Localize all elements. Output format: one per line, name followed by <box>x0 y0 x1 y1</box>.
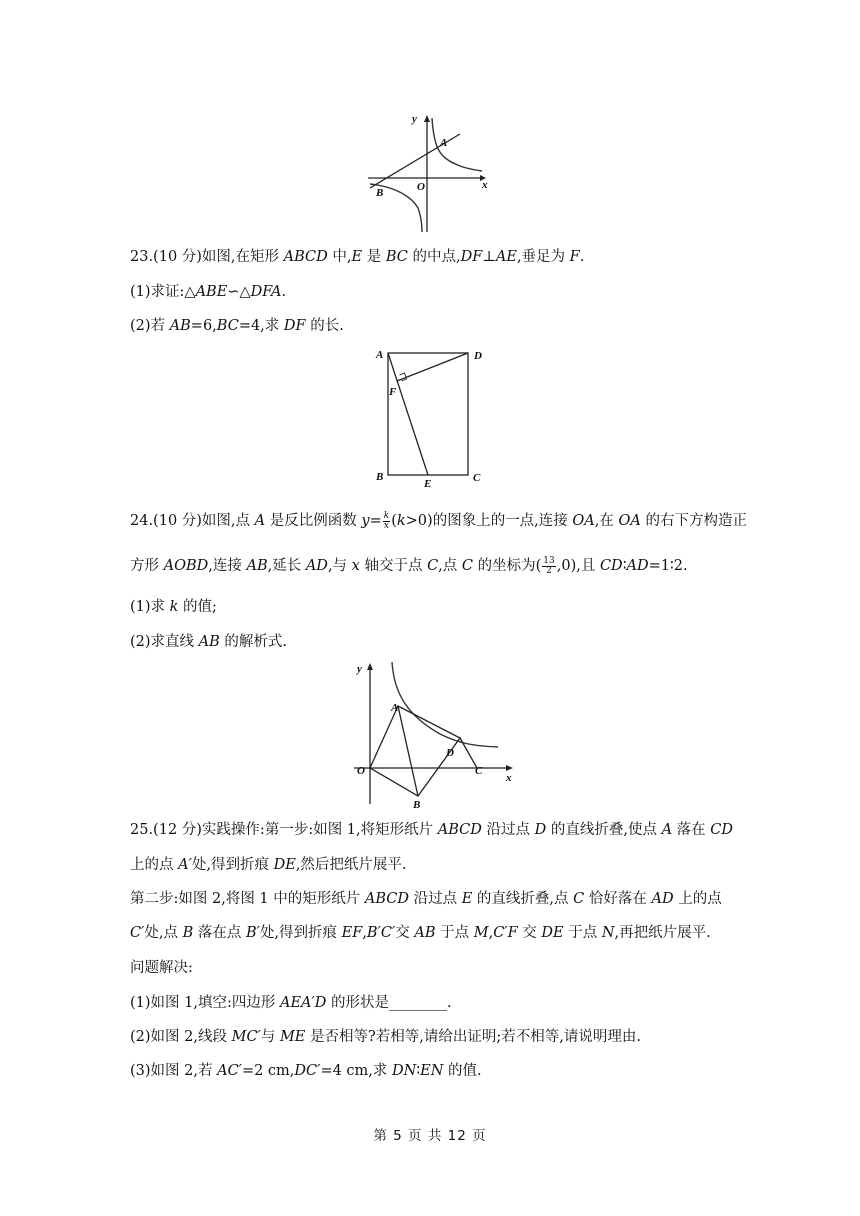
figure-hyperbola-line <box>360 110 500 236</box>
q25-line2: 上的点 A′处,得到折痕 DE,然后把纸片展平. <box>130 857 407 873</box>
label-O: O <box>417 181 425 193</box>
label-x: x <box>482 179 488 191</box>
x-axis-arrow <box>506 765 513 771</box>
q24-figure-square-hyperbola <box>350 656 530 808</box>
label-C: C <box>473 472 481 484</box>
q25-part3: (3)如图 2,若 AC′=2 cm,DC′=4 cm,求 DN∶EN 的值. <box>130 1063 482 1079</box>
label-y: y <box>357 663 362 675</box>
q24-line1: 24.(10 分)如图,点 A 是反比例函数 y= $\frac{k}{x}$ (k>0)的图象上的一点,连接 OA,在 OA 的右下方构造正 <box>130 510 747 531</box>
q23-part1: (1)求证:△ABE∽△DFA. <box>130 284 287 300</box>
label-D: D <box>474 350 482 362</box>
diagonal-AB <box>398 706 418 796</box>
rectangle-ABCD <box>388 353 468 475</box>
q24-part2: (2)求直线 AB 的解析式. <box>130 634 288 650</box>
q24-line2: 方形 AOBD,连接 AB,延长 AD,与 x 轴交于点 C,点 C 的坐标为( $\frac{13}{2}$ ,0),且 CD∶AD=1∶2. <box>130 555 688 576</box>
label-O: O <box>357 765 365 777</box>
label-B: B <box>413 799 421 808</box>
fraction-13-over-2: $\frac{13}{2}$ <box>543 555 555 576</box>
y-axis-arrow <box>367 663 373 670</box>
label-x: x <box>506 772 512 784</box>
label-E: E <box>424 478 432 490</box>
q25-line3: 第二步:如图 2,将图 1 中的矩形纸片 ABCD 沿过点 E 的直线折叠,点 C 恰好落在 AD 上的点 <box>130 891 722 907</box>
page-footer: 第 5 页 共 12 页 <box>373 1128 487 1144</box>
label-D: D <box>446 747 454 759</box>
q25-part2: (2)如图 2,线段 MC′与 ME 是否相等?若相等,请给出证明;若不相等,请说明理由. <box>130 1029 641 1045</box>
hyperbola <box>392 662 498 747</box>
label-y: y <box>412 113 417 125</box>
q25-line4: C′处,点 B 落在点 B′处,得到折痕 EF,B′C′交 AB 于点 M,C′F 交 DE 于点 N,再把纸片展平. <box>130 925 711 941</box>
segment-DF <box>397 353 468 381</box>
q23-part2: (2)若 AB=6,BC=4,求 DF 的长. <box>130 318 344 334</box>
label-C: C <box>475 765 483 777</box>
label-A: A <box>440 137 448 149</box>
q25-part1: (1)如图 1,填空:四边形 AEA′D 的形状是________. <box>130 995 452 1011</box>
q25-line5: 问题解决: <box>130 960 193 976</box>
label-F: F <box>389 386 397 398</box>
q25-line1: 25.(12 分)实践操作:第一步:如图 1,将矩形纸片 ABCD 沿过点 D 的直线折叠,使点 A 落在 CD <box>130 822 734 838</box>
q23-stem: 23.(10 分)如图,在矩形 ABCD 中,E 是 BC 的中点,DF⊥AE,垂足为 F. <box>130 249 585 265</box>
extension-DC <box>460 738 477 768</box>
label-A: A <box>376 349 384 361</box>
fraction-k-over-x: $\frac{k}{x}$ <box>383 510 390 531</box>
y-axis-arrow <box>424 115 430 122</box>
label-B: B <box>376 187 384 199</box>
label-B: B <box>376 471 384 483</box>
q23-figure-rectangle <box>370 345 490 490</box>
q24-part1: (1)求 k 的值; <box>130 599 217 615</box>
label-A: A <box>391 702 399 714</box>
